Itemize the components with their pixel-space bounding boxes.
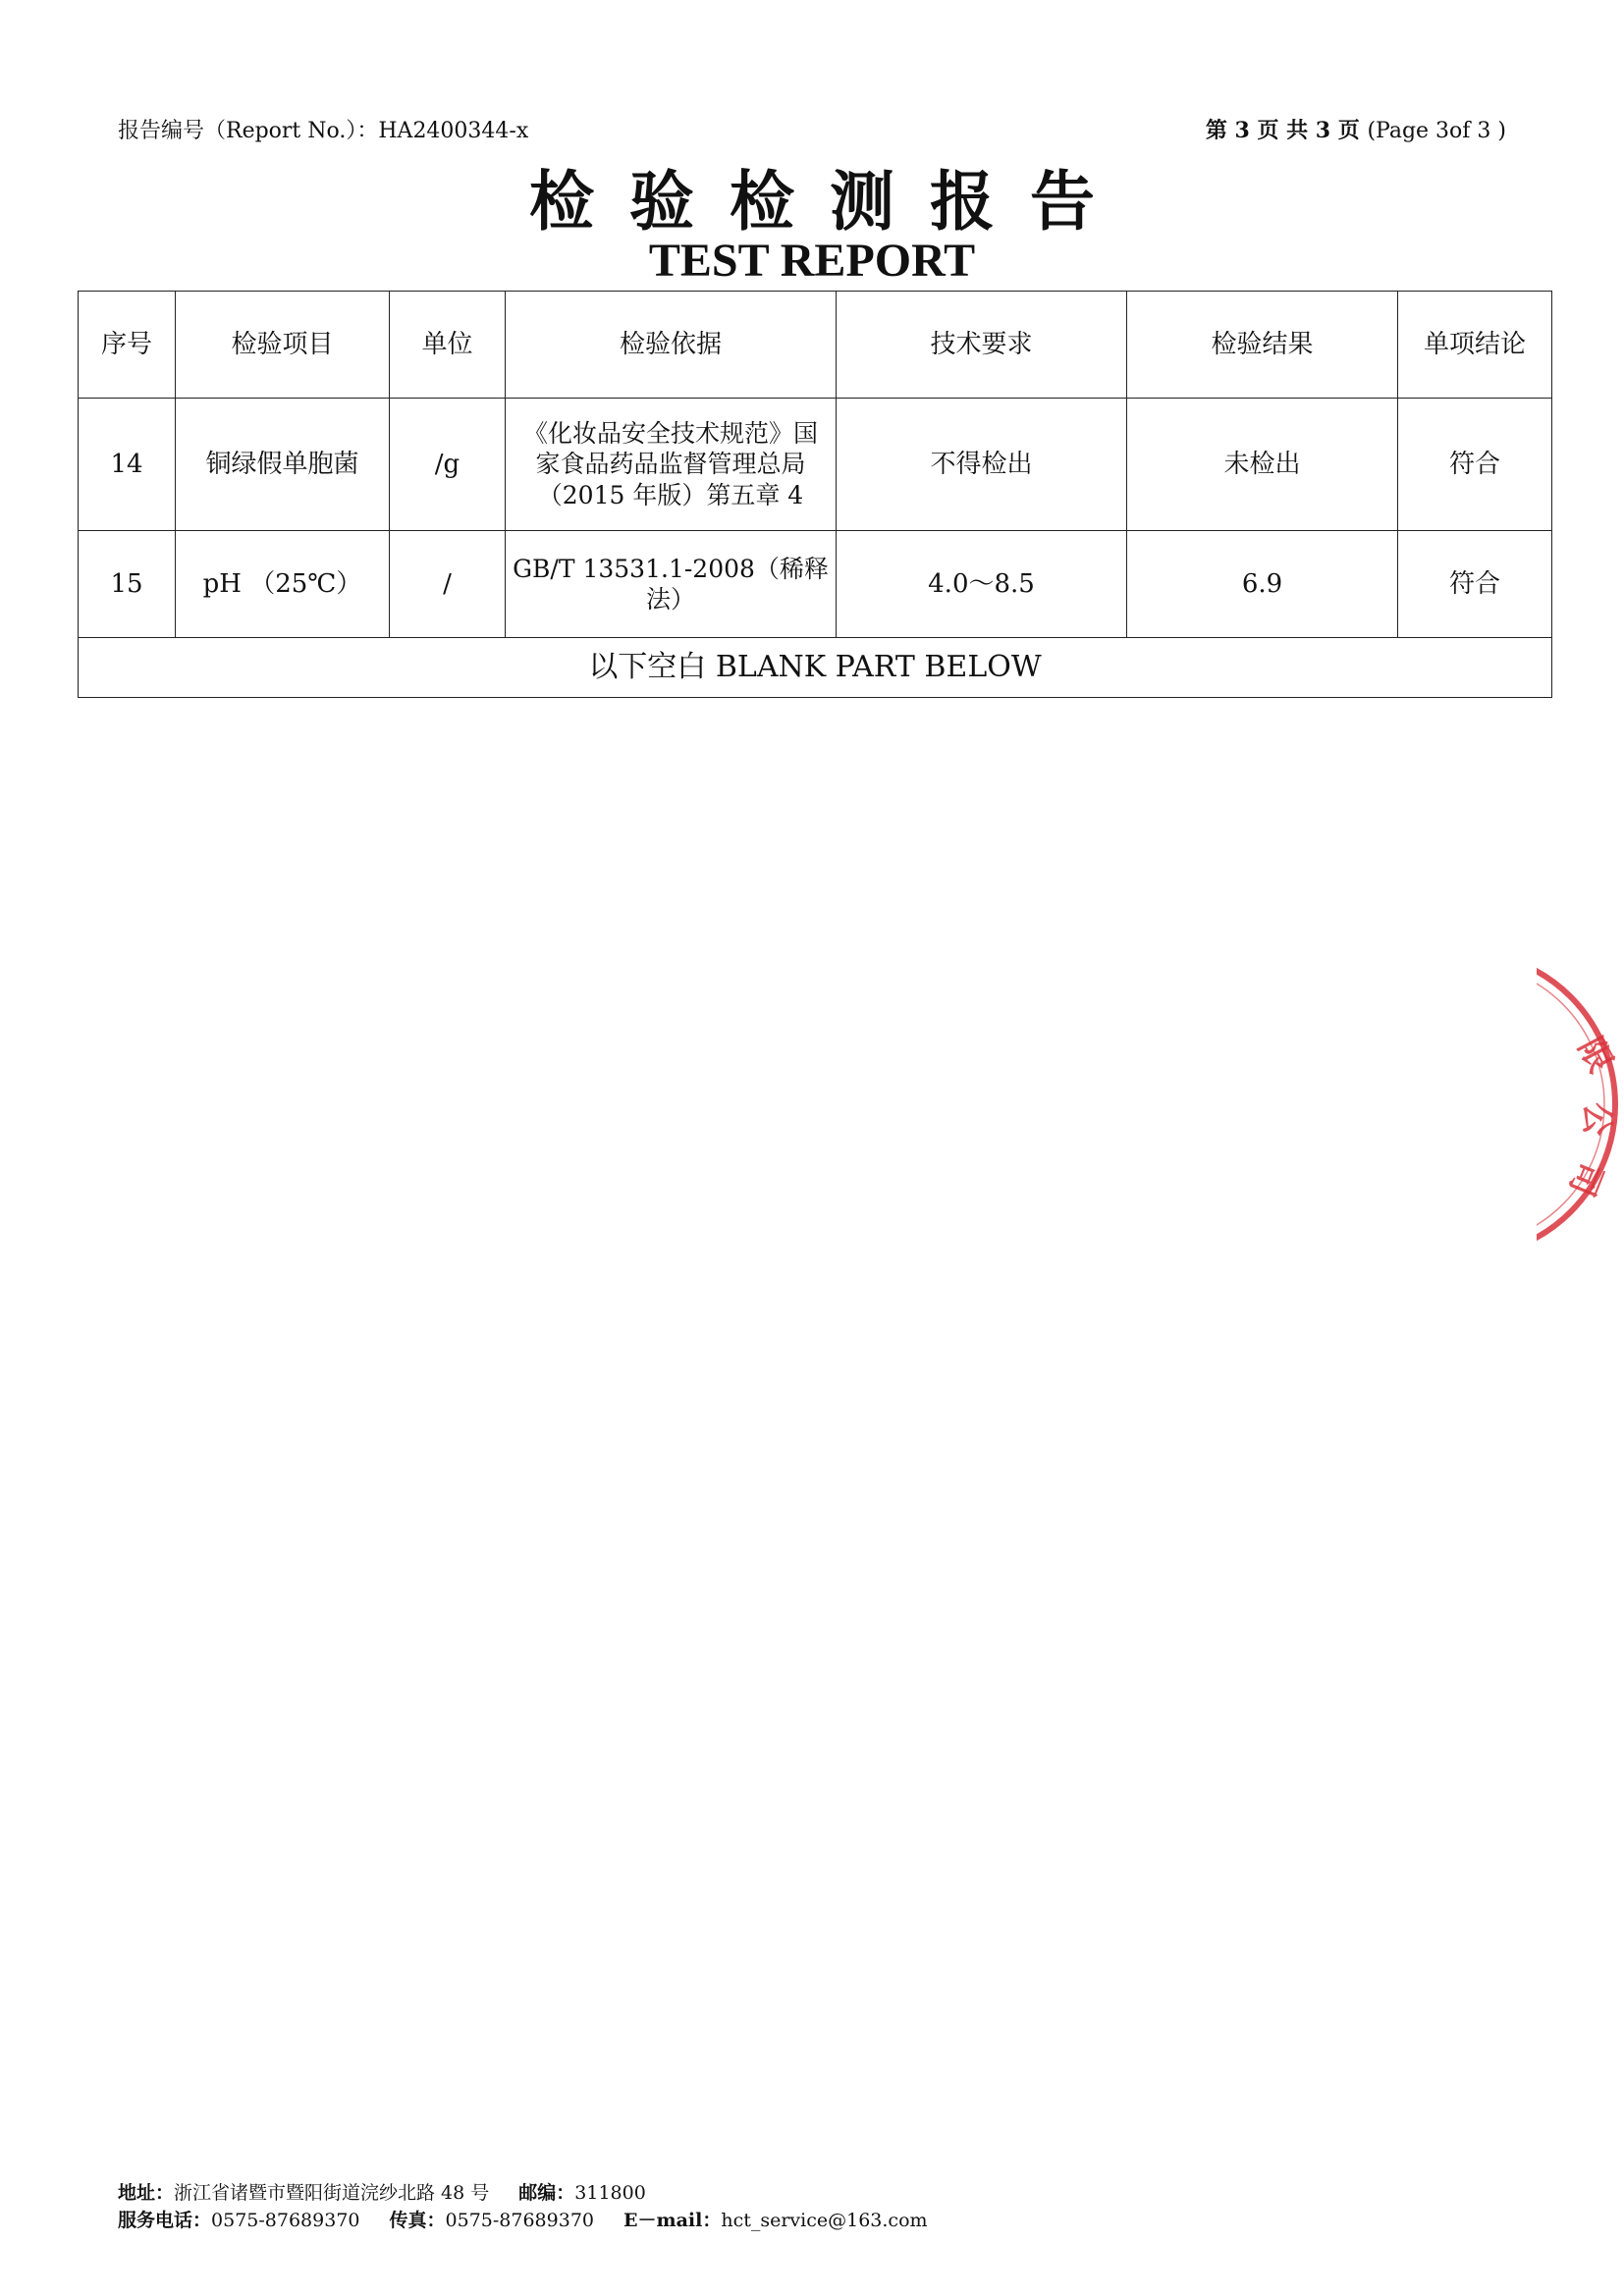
table-row bbox=[79, 399, 1552, 531]
page-indicator bbox=[1206, 114, 1506, 144]
column-header-conclusion: 单项结论 bbox=[1398, 292, 1552, 399]
cell-unit: / bbox=[390, 531, 506, 638]
report-title-cn: 检验检测报告 bbox=[529, 164, 1130, 240]
email-label: E－mail： bbox=[623, 2210, 722, 2231]
footer-line-2 bbox=[118, 2207, 928, 2234]
cell-result: 6.9 bbox=[1127, 531, 1398, 638]
page-indicator-en: (Page 3of 3 ) bbox=[1367, 119, 1506, 143]
footer-line-1 bbox=[118, 2179, 928, 2207]
blank-part-row bbox=[79, 638, 1552, 698]
column-header-requirement: 技术要求 bbox=[837, 292, 1127, 399]
column-header-no: 序号 bbox=[79, 292, 176, 399]
page-indicator-cn: 第 3 页 共 3 页 bbox=[1205, 118, 1360, 143]
footer-contact bbox=[118, 2179, 928, 2234]
report-header bbox=[118, 114, 1506, 145]
address-value: 浙江省诸暨市暨阳街道浣纱北路 48 号 bbox=[174, 2182, 490, 2204]
seal-char-3: 司 bbox=[1560, 1155, 1610, 1202]
cell-no: 15 bbox=[79, 531, 176, 638]
table-row bbox=[79, 531, 1552, 638]
cell-no: 14 bbox=[79, 399, 176, 531]
cell-result: 未检出 bbox=[1127, 399, 1398, 531]
email-value: hct_service@163.com bbox=[721, 2210, 928, 2231]
cell-requirement: 4.0～8.5 bbox=[837, 531, 1127, 638]
cell-unit: /g bbox=[390, 399, 506, 531]
postcode-value: 311800 bbox=[574, 2182, 646, 2204]
cell-conclusion: 符合 bbox=[1398, 531, 1552, 638]
column-header-result: 检验结果 bbox=[1127, 292, 1398, 399]
fax-value: 0575-87689370 bbox=[445, 2210, 594, 2231]
seal-char-1: 限 bbox=[1570, 1031, 1621, 1080]
phone-value: 0575-87689370 bbox=[211, 2210, 360, 2231]
column-header-item: 检验项目 bbox=[176, 292, 390, 399]
seal-char-2: 公 bbox=[1577, 1102, 1616, 1136]
cell-item: pH （25℃） bbox=[176, 531, 390, 638]
cell-basis: 《化妆品安全技术规范》国家食品药品监督管理总局（2015 年版）第五章 4 bbox=[506, 399, 837, 531]
cell-requirement: 不得检出 bbox=[837, 399, 1127, 531]
fax-label: 传真： bbox=[389, 2210, 446, 2231]
phone-label: 服务电话： bbox=[118, 2210, 212, 2231]
postcode-label: 邮编： bbox=[518, 2182, 575, 2204]
test-results-table bbox=[78, 291, 1552, 698]
seal-graphic bbox=[1537, 967, 1624, 1242]
cell-conclusion: 符合 bbox=[1398, 399, 1552, 531]
report-title-en: TEST REPORT bbox=[648, 235, 976, 287]
cell-item: 铜绿假单胞菌 bbox=[176, 399, 390, 531]
column-header-basis: 检验依据 bbox=[506, 292, 837, 399]
company-seal bbox=[1537, 967, 1624, 1242]
table-header-row bbox=[79, 292, 1552, 399]
cell-basis: GB/T 13531.1-2008（稀释法） bbox=[506, 531, 837, 638]
column-header-unit: 单位 bbox=[390, 292, 506, 399]
address-label: 地址： bbox=[118, 2182, 175, 2204]
blank-part-note: 以下空白 BLANK PART BELOW bbox=[79, 638, 1552, 698]
report-number: 报告编号（Report No.）：HA2400344-x bbox=[118, 119, 529, 143]
